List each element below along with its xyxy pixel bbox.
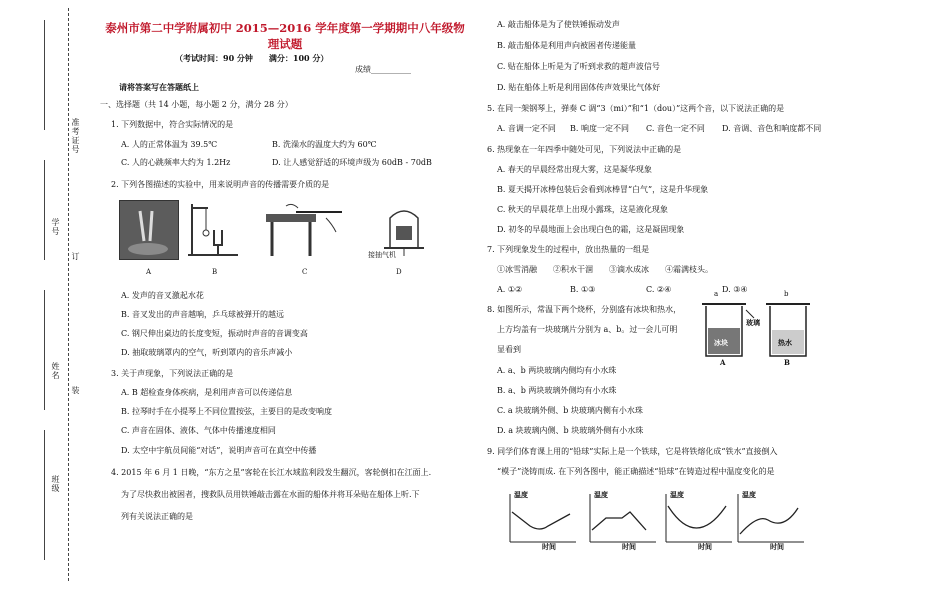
q2-figure-b-label: B [212, 268, 218, 276]
steel-ruler-table-illustration [266, 200, 344, 258]
zhuang-mark: 装 [71, 386, 80, 395]
q8-beaker-a-caption: A [720, 358, 726, 367]
q9-graph-2-xlabel: 时间 [622, 542, 636, 551]
class-line [44, 430, 45, 560]
q8-option-c: C. a 块玻璃外侧、b 块玻璃内侧有小水珠 [497, 406, 643, 415]
q7-statements: ①冰雪消融 ②积水干涸 ③滴水成冰 ④霜满枝头。 [497, 265, 713, 274]
q9-graph-2-ylabel: 温度 [594, 490, 608, 499]
q4-option-b: B. 敲击船体是利用声向被困者传递能量 [497, 41, 636, 50]
q9-graph-2 [580, 490, 660, 550]
q6-option-d: D. 初冬的早晨地面上会出现白色的霜，这是凝固现象 [497, 225, 685, 234]
q2-figure-b [188, 200, 240, 258]
class-label: 班级 [51, 475, 60, 493]
q8-glass-label: 玻璃 [746, 318, 760, 327]
cut-line [68, 8, 69, 581]
q2-figure-d-label: D [396, 268, 402, 276]
q8-glass-a-label: a [714, 290, 719, 298]
q1-option-d: D. 让人感觉舒适的环境声级为 60dB - 70dB [272, 158, 432, 167]
q5-stem: 5. 在同一架钢琴上，弹奏 C 调“3（mi）”和“1（dou）”这两个音，以下说法正确的是 [487, 104, 785, 113]
q9-graph-1-xlabel: 时间 [542, 542, 556, 551]
q2-figure-a-label: A [146, 268, 152, 276]
pump-label: 接抽气机 [368, 251, 396, 259]
name-label: 姓名 [51, 362, 60, 380]
q8-option-d: D. a 块玻璃内侧、b 块玻璃外侧有小水珠 [497, 426, 644, 435]
title-line-2: 理试题 [267, 37, 303, 51]
q9-line-1: 9. 同学们体育课上用的“铅球”实际上是一个铁球，它是将铁熔化成“铁水”直接倒入 [487, 447, 778, 456]
student-no-line [44, 160, 45, 260]
q6-stem: 6. 热现象在一年四季中随处可见，下列说法中正确的是 [487, 145, 682, 154]
binding-margin [0, 0, 95, 589]
q1-option-b: B. 洗澡水的温度大约为 60℃ [272, 140, 377, 149]
exam-title [100, 20, 470, 52]
q9-graph-2-curve [580, 490, 660, 550]
q3-option-d: D. 太空中宇航员间能“对话”，说明声音可在真空中传播 [121, 446, 317, 455]
q5-option-c: C. 音色一定不同 [646, 124, 705, 133]
q7-option-d: D. ③④ [722, 285, 748, 294]
q8-beaker-b-caption: B [784, 358, 790, 367]
score-label: 成绩__________ [355, 65, 411, 74]
q8-line-3: 显看到 [497, 345, 521, 354]
q3-option-c: C. 声音在固体、液体、气体中传播速度相同 [121, 426, 276, 435]
q2-figure-a [119, 200, 179, 260]
q3-option-b: B. 拉琴时手在小提琴上不同位置按弦，主要目的是改变响度 [121, 407, 332, 416]
q2-option-c: C. 钢尺伸出桌边的长度变短，振动时声音的音调变高 [121, 329, 308, 338]
q2-figure-c-label: C [302, 268, 308, 276]
q9-line-2: “模子”浇铸而成. 在下列各图中，能正确描述“铅球”在铸造过程中温度变化的是 [497, 467, 775, 476]
name-line [44, 290, 45, 410]
q4-line-2: 为了尽快救出被困者，搜救队员用铁锤敲击露在水面的船体并将耳朵贴在船体上听.下 [121, 490, 420, 499]
q8-ice-label: 冰块 [714, 338, 728, 347]
q8-option-a: A. a、b 两块玻璃内侧均有小水珠 [497, 366, 617, 375]
q7-option-a: A. ①② [497, 285, 523, 294]
q9-graph-4-curve [728, 490, 808, 550]
q9-graph-3-curve [656, 490, 736, 550]
q6-option-b: B. 夏天揭开冰棒包装后会看到冰棒冒“白气”，这是升华现象 [497, 185, 709, 194]
q7-option-b: B. ①③ [570, 285, 596, 294]
q5-option-b: B. 响度一定不同 [570, 124, 629, 133]
q7-option-c: C. ②④ [646, 285, 672, 294]
q5-option-a: A. 音调一定不同 [497, 124, 556, 133]
q9-graph-1-curve [500, 490, 580, 550]
q1-option-a: A. 人的正常体温为 39.5℃ [121, 140, 218, 149]
beakers-illustration [696, 290, 816, 370]
q2-figure-c [266, 200, 344, 258]
q7-stem: 7. 下列现象发生的过程中，放出热量的一组是 [487, 245, 650, 254]
q4-option-c: C. 贴在船体上听是为了听到求救的超声波信号 [497, 62, 660, 71]
tuning-fork-water-illustration [120, 201, 178, 259]
q6-option-a: A. 春天的早晨经常出现大雾，这是凝华现象 [497, 165, 652, 174]
q9-graph-1-ylabel: 温度 [514, 490, 528, 499]
q4-line-3: 列有关说法正确的是 [121, 512, 193, 521]
q1-option-c: C. 人的心跳频率大约为 1.2Hz [121, 158, 231, 167]
q9-graph-3 [656, 490, 736, 550]
q9-graph-3-ylabel: 温度 [670, 490, 684, 499]
student-no-label: 学号 [51, 218, 60, 236]
q2-option-d: D. 抽取玻璃罩内的空气，听到罩内的音乐声减小 [121, 348, 293, 357]
exam-info: （考试时间：90 分钟 满分：100 分） [175, 53, 329, 63]
q2-option-a: A. 发声的音叉激起水花 [121, 291, 204, 300]
q3-option-a: A. B 超检查身体疾病，是利用声音可以传递信息 [121, 388, 293, 397]
q1-stem: 1. 下列数据中，符合实际情况的是 [111, 120, 234, 129]
q2-stem: 2. 下列各图描述的实验中，用来说明声音的传播需要介质的是 [111, 180, 330, 189]
instructions: 请将答案写在答题纸上 [119, 82, 199, 92]
q8-line-2: 上方均盖有一块玻璃片分别为 a、b。过一会儿可明 [497, 325, 678, 334]
q4-option-d: D. 贴在船体上听是利用固体传声效果比气体好 [497, 83, 661, 92]
q4-option-a: A. 敲击船体是为了使铁锤振动发声 [497, 20, 620, 29]
q8-option-b: B. a、b 两块玻璃外侧均有小水珠 [497, 386, 617, 395]
title-line-1: 泰州市第二中学附属初中 2015—2016 学年度第一学期期中八年级物 [105, 21, 465, 35]
section-1-heading: 一、选择题（共 14 小题，每小题 2 分，满分 28 分） [100, 100, 293, 109]
q5-option-d: D. 音调、音色和响度都不同 [722, 124, 822, 133]
q9-graph-4-ylabel: 温度 [742, 490, 756, 499]
ding-mark: 订 [71, 252, 80, 261]
q9-graph-3-xlabel: 时间 [698, 542, 712, 551]
q3-stem: 3. 关于声现象，下列说法正确的是 [111, 369, 234, 378]
q8-glass-b-label: b [784, 290, 789, 298]
exam-no-line [44, 20, 45, 130]
q2-option-b: B. 音叉发出的声音越响，乒乓球被弹开的越远 [121, 310, 284, 319]
q4-line-1: 4. 2015 年 6 月 1 日晚，“东方之星”客轮在长江水域监利段发生翻沉，客轮倒扣在江面上. [111, 468, 432, 477]
q9-graph-4 [728, 490, 808, 550]
q8-hot-water-label: 热水 [778, 338, 792, 347]
q8-beaker-figure [696, 290, 816, 370]
q6-option-c: C. 秋天的早晨花草上出现小露珠，这是液化现象 [497, 205, 668, 214]
pingpong-tuning-fork-illustration [188, 200, 240, 258]
q8-line-1: 8. 如图所示，常温下两个烧杯，分别盛有冰块和热水， [487, 305, 682, 314]
q9-graph-1 [500, 490, 580, 550]
q9-graph-4-xlabel: 时间 [770, 542, 784, 551]
exam-no-label: 准考证号 [71, 118, 80, 154]
